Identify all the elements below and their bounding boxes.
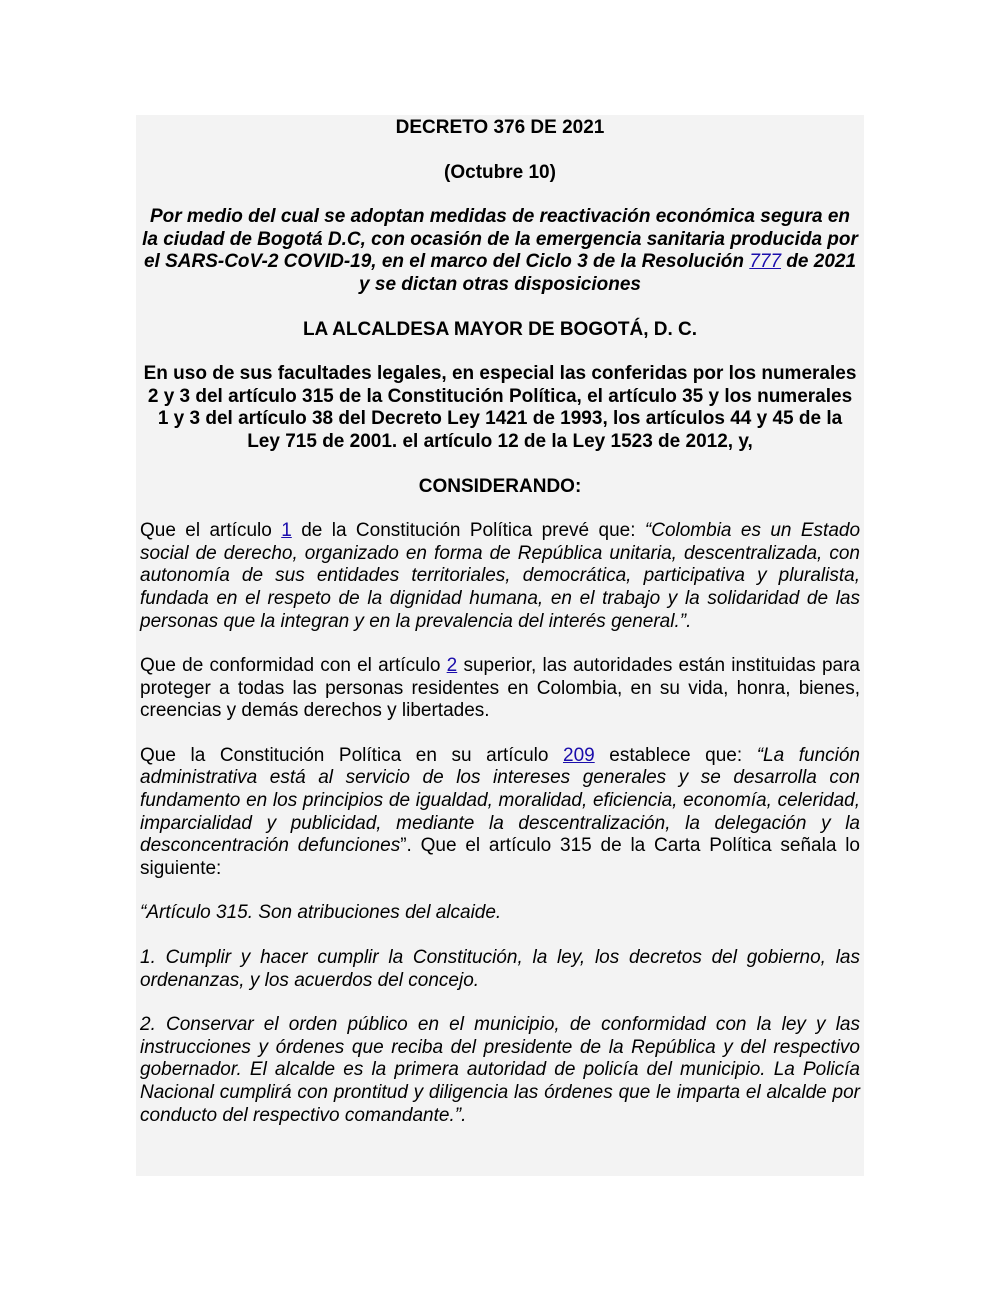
decree-title: DECRETO 376 DE 2021: [395, 117, 605, 138]
paragraph-article-209: [140, 745, 860, 881]
paragraph-text: Que el artículo: [140, 520, 272, 542]
article-1-link[interactable]: 1: [281, 520, 292, 542]
article-2-link[interactable]: 2: [446, 655, 458, 677]
document-page: [136, 115, 864, 1176]
paragraph-quote: “Artículo 315. Son atribuciones del alcaide.: [140, 902, 502, 924]
paragraph-text: establece que:: [609, 744, 743, 766]
subject-text-end: de 2021 y se dictan otras disposiciones: [359, 251, 857, 295]
decree-subject: [140, 206, 860, 296]
paragraph-text: Que la Constitución Política en su artículo: [140, 744, 549, 766]
article-209-link[interactable]: 209: [563, 744, 595, 766]
paragraph-quote: “Colombia es un Estado social de derecho, organizado en forma de República unitaria, descentralizada, con autonomía de sus entidades territoriales, democrática, participativa y pluralista, fundada en el respeto de la dignidad humana, en el trabajo y la solidaridad de las personas que la integran y en la prevalencia del interés general.”.: [140, 520, 861, 632]
paragraph-item-2: [140, 1014, 860, 1127]
paragraph-text: Que de conformidad con el artículo: [140, 655, 441, 677]
authority-heading: LA ALCALDESA MAYOR DE BOGOTÁ, D. C.: [302, 318, 698, 340]
paragraph-text: de la Constitución Política prevé que:: [301, 520, 636, 542]
paragraph-article-2: [140, 655, 860, 723]
subject-text: Por medio del cual se adoptan medidas de reactivación económica segura en la ciudad de Bogotá D.C, con ocasión de la emergencia sanitaria producida por el SARS-CoV-2 COVID-19, en el marco del Ciclo 3 de la Resolución: [142, 206, 858, 273]
considering-heading: CONSIDERANDO:: [418, 475, 582, 497]
paragraph-text: ”. Que el artículo 315 de la Carta Política señala lo siguiente:: [140, 835, 860, 879]
paragraph-article-1: [140, 520, 860, 633]
resolution-777-link[interactable]: 777: [749, 251, 782, 273]
paragraph-text: superior, las autoridades están instituidas para proteger a todas las personas residentes en Colombia, en su vida, honra, bienes, creencias y demás derechos y libertades.: [140, 655, 860, 722]
faculties-text: En uso de sus facultades legales, en especial las conferidas por los numerales 2 y 3 del artículo 315 de la Constitución Política, el artículo 35 y los numerales 1 y 3 del artículo 38 del Decreto Ley 1421 de 1993, los artículos 44 y 45 de la Ley 715 de 2001. el artículo 12 de la Ley 1523 de 2012, y,: [143, 363, 857, 452]
paragraph-quote: 2. Conservar el orden público en el municipio, de conformidad con la ley y las instrucciones y órdenes que reciba del presidente de la República y del respectivo gobernador. El alcalde es la primera autoridad de policía del municipio. La Policía Nacional cumplirá con prontitud y diligencia las órdenes que le imparta el alcalde por conducto del respectivo comandante.”.: [140, 1014, 860, 1126]
paragraph-item-1: [140, 947, 860, 992]
paragraph-quote: “La función administrativa está al servicio de los intereses generales y se desarrolla con fundamento en los principios de igualdad, moralidad, eficiencia, economía, celeridad, imparcialidad y publicidad, mediante la descentralización, la delegación y la desconcentración defunciones: [140, 744, 860, 857]
paragraph-quote: 1. Cumplir y hacer cumplir la Constitución, la ley, los decretos del gobierno, las ordenanzas, y los acuerdos del concejo.: [140, 947, 860, 991]
paragraph-article-315: [140, 902, 860, 925]
decree-date: (Octubre 10): [444, 161, 556, 183]
